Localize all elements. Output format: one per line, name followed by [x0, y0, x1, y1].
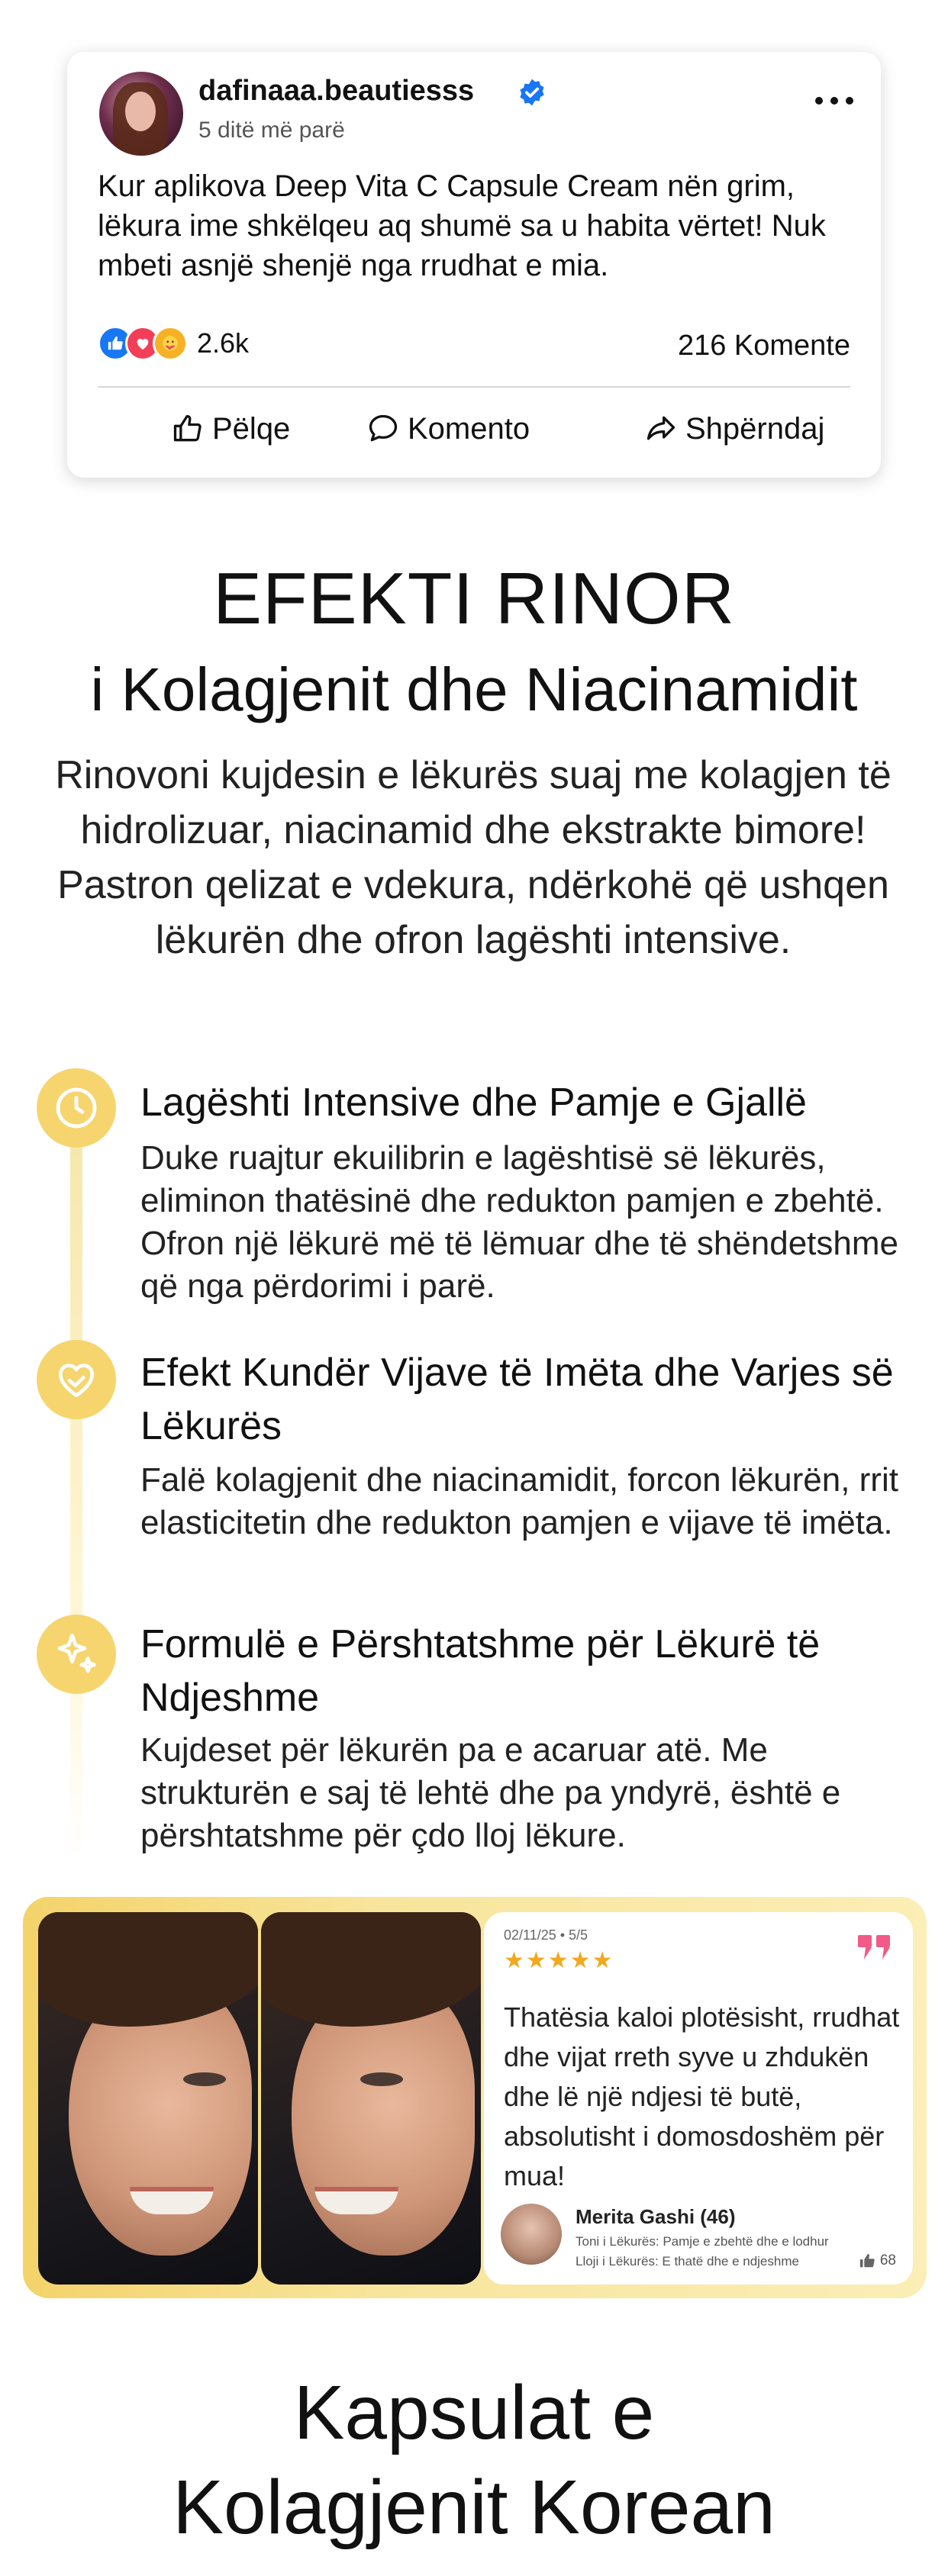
- headline-subtitle: i Kolagjenit dhe Niacinamidit: [90, 655, 858, 723]
- review-section: [23, 1897, 927, 2298]
- benefit-text-hydration: Duke ruajtur ekuilibrin e lagështisë së lëkurës, eliminon thatësinë dhe redukton pamjen e zbehtë. Ofron një lëkurë më të lëmuar dhe të shëndetshme që nga përdorimi i parë.: [140, 1139, 898, 1305]
- benefit-text-sensitive: Kujdeset për lëkurën pa e acaruar atë. Me strukturën e saj të lehtë dhe pa yndyrë, është e përshtatshme për çdo lloj lëkure.: [140, 1731, 841, 1854]
- review-like-count: 68: [879, 2252, 896, 2268]
- clock-icon: [37, 1068, 116, 1148]
- share-button[interactable]: [644, 404, 824, 453]
- review-text: Thatësia kaloi plotësisht, rrudhat dhe vijat rreth syve u zhdukën dhe lë një ndjesi të butë, absolutisht i domosdoshëm për mua!: [504, 2001, 900, 2191]
- intro-paragraph: Rinovoni kujdesin e lëkurës suaj me kolagjen të hidrolizuar, niacinamid dhe ekstrakte bimore! Pastron qelizat e vdekura, ndërkohë që ushqen lëkurën dhe ofron lagështi intensive.: [55, 753, 892, 962]
- quote-icon: [856, 1932, 895, 1963]
- comment-bubble-icon: [366, 412, 400, 446]
- reviewer-skin-tone: Toni i Lëkurës: Pamje e zbehtë dhe e lodhur: [576, 2234, 829, 2249]
- share-label: Shpërndaj: [685, 411, 825, 446]
- after-photo: [261, 1912, 481, 2285]
- benefit-text-anti-wrinkle: Falë kolagjenit dhe niacinamidit, forcon lëkurën, rrit elasticitetin dhe redukton pamjen e vijave të imëta.: [140, 1461, 898, 1541]
- post-timestamp: 5 ditë më parë: [198, 118, 345, 143]
- star-rating-icon: ★★★★★: [504, 1948, 614, 1973]
- verified-badge-icon: [518, 78, 547, 107]
- product-heading-line2: Kolagjenit Korean: [173, 2465, 775, 2550]
- like-button[interactable]: [171, 404, 290, 453]
- benefit-title-anti-wrinkle: Efekt Kundër Vijave të Imëta dhe Varjes së Lëkurës: [140, 1351, 894, 1448]
- product-heading-line1: Kapsulat e: [293, 2370, 655, 2455]
- review-card: [484, 1912, 913, 2285]
- post-divider: [98, 386, 850, 388]
- reactions-summary[interactable]: [98, 325, 249, 362]
- post-username[interactable]: dafinaaa.beautiesss: [198, 75, 475, 107]
- thumbs-up-icon: [171, 412, 205, 446]
- care-reaction-icon: [153, 326, 188, 361]
- headline-title: EFEKTI RINOR: [212, 558, 736, 639]
- benefit-title-hydration: Lagështi Intensive dhe Pamje e Gjallë: [140, 1080, 807, 1125]
- review-likes[interactable]: [859, 2252, 896, 2269]
- reviewer-name: Merita Gashi (46): [576, 2205, 736, 2228]
- thumbs-up-icon: [859, 2252, 875, 2269]
- review-date-rating: 02/11/25 • 5/5: [504, 1927, 588, 1943]
- post-text: Kur aplikova Deep Vita C Capsule Cream nën grim, lëkura ime shkëlqeu aq shumë sa u habita vërtet! Nuk mbeti asnjë shenjë nga rrudhat e mia.: [98, 169, 826, 282]
- share-arrow-icon: [644, 412, 678, 446]
- reviewer-avatar: [501, 2204, 562, 2265]
- before-photo: [38, 1912, 258, 2285]
- sparkle-icon: [37, 1615, 116, 1694]
- reviewer-skin-type: Lloji i Lëkurës: E thatë dhe e ndjeshme: [576, 2254, 799, 2268]
- comment-count-link[interactable]: 216 Komente: [677, 330, 850, 362]
- more-options-icon[interactable]: [815, 93, 853, 108]
- reaction-count: 2.6k: [197, 327, 250, 359]
- heart-icon: [37, 1340, 116, 1419]
- comment-button[interactable]: [366, 404, 530, 453]
- benefit-title-sensitive: Formulë e Përshtatshme për Lëkurë të Ndjeshme: [140, 1622, 821, 1720]
- user-avatar[interactable]: [99, 72, 183, 156]
- product-heading: [0, 2365, 948, 2555]
- like-label: Pëlqe: [212, 411, 291, 446]
- comment-label: Komento: [408, 411, 530, 446]
- benefits-timeline-line: [70, 1099, 82, 1862]
- social-post-card: [67, 52, 881, 478]
